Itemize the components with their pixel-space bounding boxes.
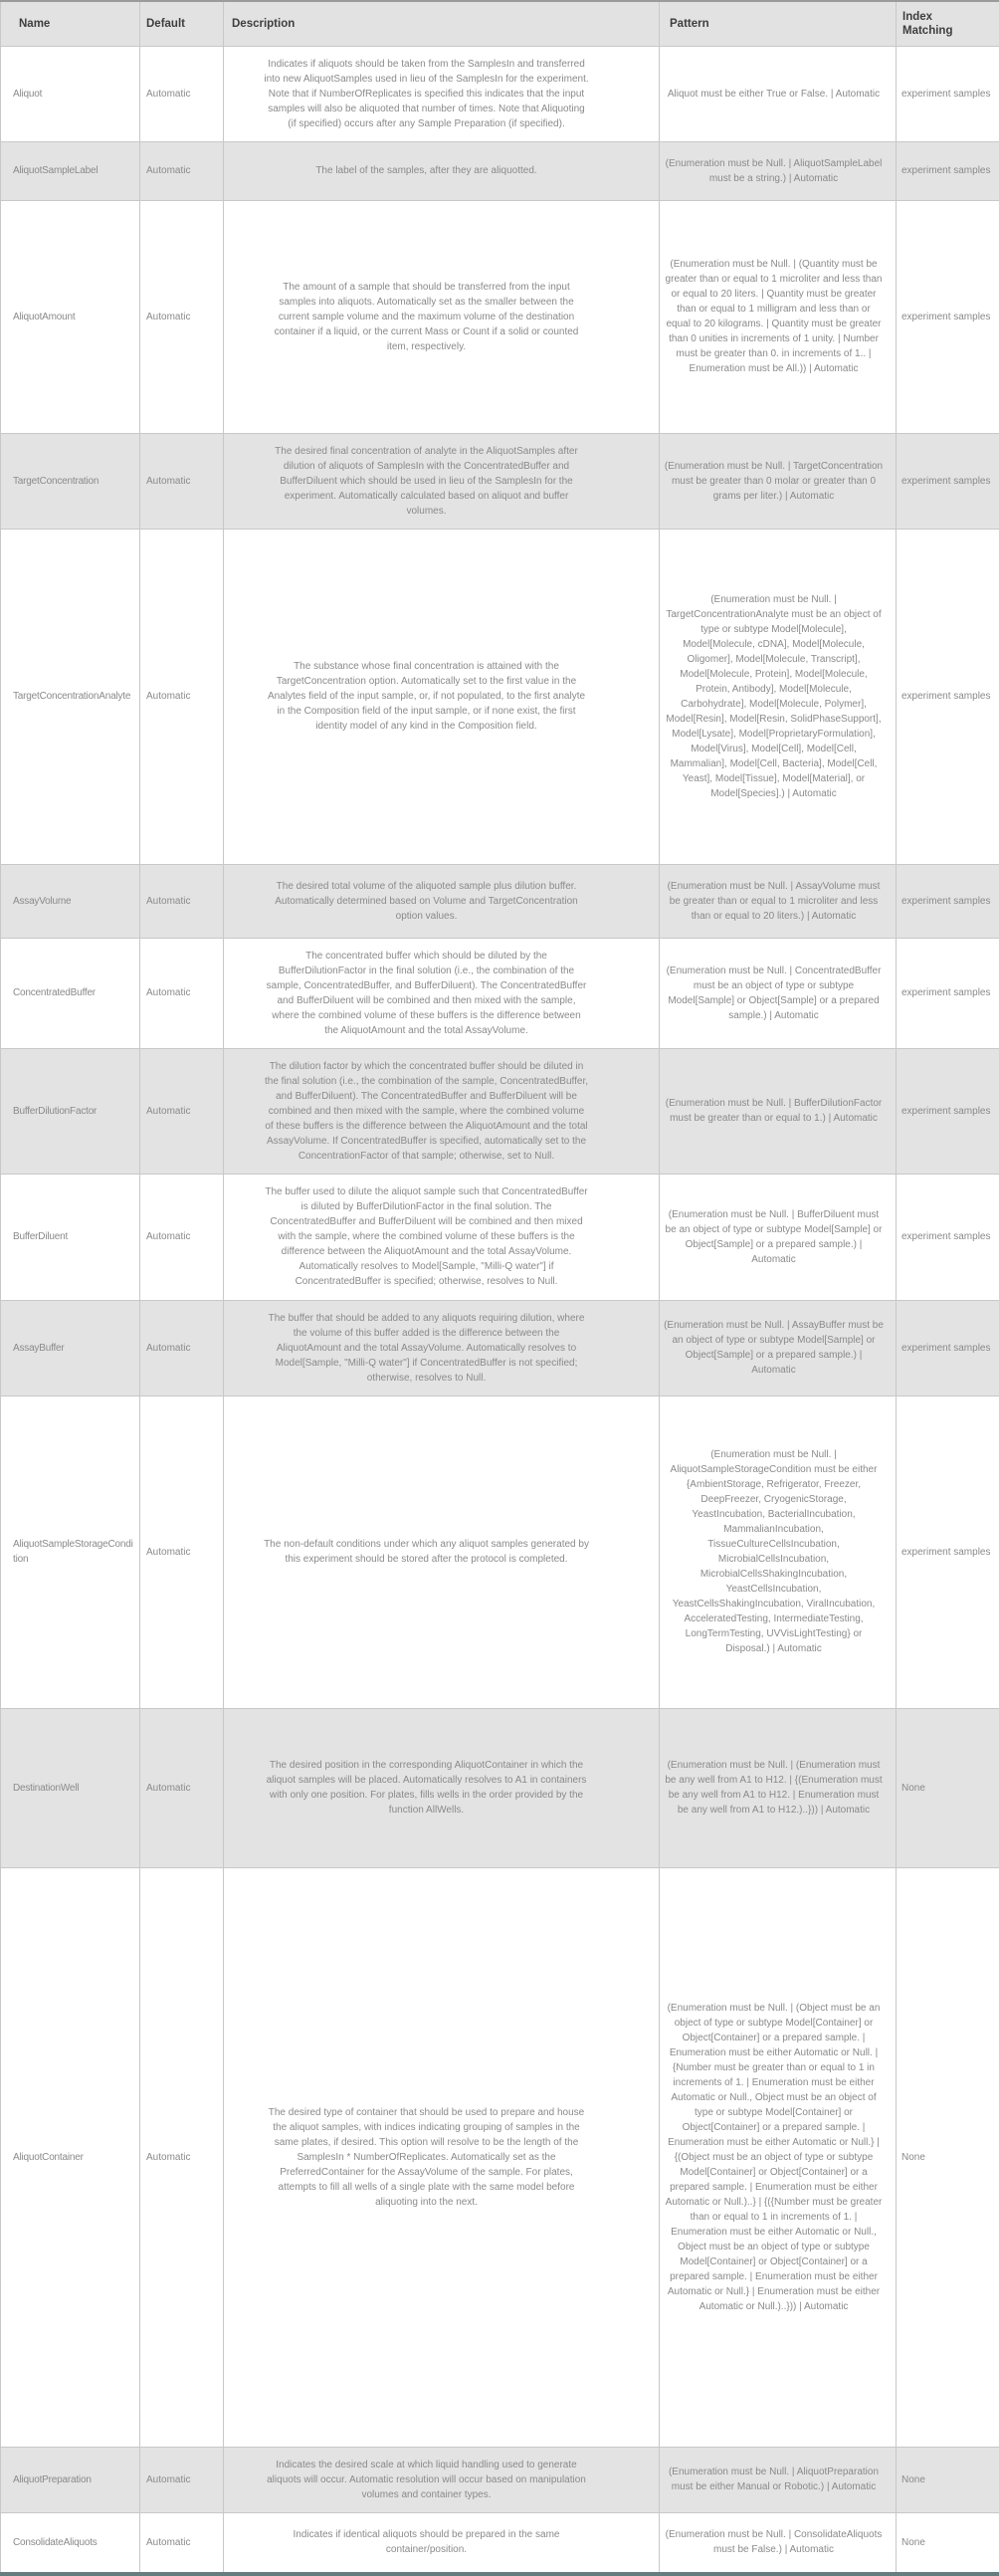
option-name: BufferDilutionFactor: [1, 1048, 140, 1174]
option-index-matching: experiment samples: [897, 200, 999, 433]
option-default: Automatic: [140, 141, 224, 200]
option-default: Automatic: [140, 529, 224, 864]
option-name: AliquotSampleLabel: [1, 141, 140, 200]
option-default: Automatic: [140, 46, 224, 141]
option-pattern: (Enumeration must be Null. | (Quantity must be greater than or equal to 1 microliter and less than or equal to 20 liters. | Quantity must be greater than or equal to 1 milligram and less than or equal to 20 kilograms. | Quantity must be greater than 0 unities in increments of 1 unity. | Number must be greater than 0. in increments of 1.. | Enumeration must be All.)) | Automatic: [660, 200, 897, 433]
table-row: [1, 1048, 999, 1174]
option-pattern: (Enumeration must be Null. | TargetConcentration must be greater than 0 molar or greater than 0 grams per liter.) | Automatic: [660, 433, 897, 529]
option-pattern: (Enumeration must be Null. | AssayBuffer must be an object of type or subtype Model[Sample] or Object[Sample] or a prepared sample.) | Automatic: [660, 1300, 897, 1395]
option-description: The buffer used to dilute the aliquot sample such that ConcentratedBuffer is diluted by BufferDilutionFactor in the final solution. The ConcentratedBuffer and BufferDiluent will be combined and then mixed with the sample, where the combined volume of these buffers is the difference between the AliquotAmount and the total AssayVolume. Automatically resolves to Model[Sample, "Milli-Q water"] if ConcentratedBuffer is specified; otherwise, resolves to Null.: [224, 1174, 660, 1300]
option-index-matching: experiment samples: [897, 433, 999, 529]
option-default: Automatic: [140, 2447, 224, 2512]
option-description: The desired type of container that should be used to prepare and house the aliquot samples, with indices indicating grouping of samples in the same plates, if desired. This option will resolve to be the length of the SamplesIn * NumberOfReplicates. Automatically set as the PreferredContainer for the AssayVolume of the sample. For plates, attempts to fill all wells of a single plate with the same model before aliquoting into the next.: [224, 1867, 660, 2447]
option-description: Indicates the desired scale at which liquid handling used to generate aliquots will occur. Automatic resolution will occur based on manipulation volumes and container types.: [224, 2447, 660, 2512]
col-header-index-matching: Index Matching: [897, 1, 999, 46]
option-default: Automatic: [140, 2512, 224, 2574]
col-header-pattern: Pattern: [660, 1, 897, 46]
option-default: Automatic: [140, 1395, 224, 1708]
option-index-matching: experiment samples: [897, 46, 999, 141]
option-default: Automatic: [140, 1174, 224, 1300]
table-row: [1, 200, 999, 433]
option-pattern: (Enumeration must be Null. | (Enumeration must be any well from A1 to H12. | {(Enumeration must be any well from A1 to H12. | Enumeration must be any well from A1 to H12.)..})) | Automatic: [660, 1708, 897, 1867]
option-description: The label of the samples, after they are aliquotted.: [224, 141, 660, 200]
option-index-matching: experiment samples: [897, 141, 999, 200]
option-name: Aliquot: [1, 46, 140, 141]
option-index-matching: None: [897, 1867, 999, 2447]
table-row: [1, 433, 999, 529]
option-name: AliquotContainer: [1, 1867, 140, 2447]
option-name: AliquotSampleStorageCondition: [1, 1395, 140, 1708]
option-name: BufferDiluent: [1, 1174, 140, 1300]
option-name: AssayVolume: [1, 864, 140, 938]
option-pattern: (Enumeration must be Null. | AssayVolume must be greater than or equal to 1 microliter and less than or equal to 20 liters.) | Automatic: [660, 864, 897, 938]
option-index-matching: experiment samples: [897, 938, 999, 1048]
table-row: [1, 864, 999, 938]
option-default: Automatic: [140, 938, 224, 1048]
option-pattern: (Enumeration must be Null. | ConsolidateAliquots must be False.) | Automatic: [660, 2512, 897, 2574]
option-pattern: Aliquot must be either True or False. | Automatic: [660, 46, 897, 141]
option-index-matching: experiment samples: [897, 1395, 999, 1708]
option-name: AliquotAmount: [1, 200, 140, 433]
option-description: The desired total volume of the aliquoted sample plus dilution buffer. Automatically determined based on Volume and TargetConcentration option values.: [224, 864, 660, 938]
table-row: [1, 2512, 999, 2574]
option-index-matching: experiment samples: [897, 1048, 999, 1174]
option-name: DestinationWell: [1, 1708, 140, 1867]
option-name: TargetConcentrationAnalyte: [1, 529, 140, 864]
option-description: The desired final concentration of analyte in the AliquotSamples after dilution of aliquots of SamplesIn with the ConcentratedBuffer and BufferDiluent which should be used in lieu of the SamplesIn for the experiment. Automatically calculated based on aliquot and buffer volumes.: [224, 433, 660, 529]
col-header-description: Description: [224, 1, 660, 46]
option-description: Indicates if aliquots should be taken from the SamplesIn and transferred into new AliquotSamples used in lieu of the SamplesIn for the experiment. Note that if NumberOfReplicates is specified this indicates that the input samples will also be aliquoted that number of times. Note that Aliquoting (if specified) occurs after any Sample Preparation (if specified).: [224, 46, 660, 141]
option-description: The dilution factor by which the concentrated buffer should be diluted in the final solution (i.e., the combination of the sample, ConcentratedBuffer, and BufferDiluent). The ConcentratedBuffer and BufferDiluent will be combined and then mixed with the sample, where the combined volume of these buffers is the difference between the AliquotAmount and the total AssayVolume. If ConcentratedBuffer is specified, automatically set to the ConcentrationFactor of that sample; otherwise, set to Null.: [224, 1048, 660, 1174]
table-row: [1, 1174, 999, 1300]
option-default: Automatic: [140, 1867, 224, 2447]
option-description: The desired position in the corresponding AliquotContainer in which the aliquot samples will be placed. Automatically resolves to A1 in containers with only one position. For plates, fills wells in the order provided by the function AllWells.: [224, 1708, 660, 1867]
option-pattern: (Enumeration must be Null. | AliquotSampleLabel must be a string.) | Automatic: [660, 141, 897, 200]
option-description: The substance whose final concentration is attained with the TargetConcentration option. Automatically set to the first value in the Analytes field of the input sample, or, if not populated, to the first analyte in the Composition field of the input sample, or if none exist, the first identity model of any kind in the Composition field.: [224, 529, 660, 864]
option-pattern: (Enumeration must be Null. | TargetConcentrationAnalyte must be an object of type or subtype Model[Molecule], Model[Molecule, cDNA], Model[Molecule, Oligomer], Model[Molecule, Transcript], Model[Molecule, Protein], Model[Molecule, Protein, Antibody], Model[Molecule, Carbohydrate], Model[Molecule, Polymer], Model[Resin], Model[Resin, SolidPhaseSupport], Model[Lysate], Model[ProprietaryFormulation], Model[Virus], Model[Cell], Model[Cell, Mammalian], Model[Cell, Bacteria], Model[Cell, Yeast], Model[Tissue], Model[Material], or Model[Species].) | Automatic: [660, 529, 897, 864]
option-default: Automatic: [140, 200, 224, 433]
option-default: Automatic: [140, 1708, 224, 1867]
option-pattern: (Enumeration must be Null. | ConcentratedBuffer must be an object of type or subtype Model[Sample] or Object[Sample] or a prepared sample.) | Automatic: [660, 938, 897, 1048]
table-row: [1, 46, 999, 141]
option-default: Automatic: [140, 1300, 224, 1395]
table-row: [1, 938, 999, 1048]
option-name: AliquotPreparation: [1, 2447, 140, 2512]
option-index-matching: experiment samples: [897, 529, 999, 864]
option-description: The amount of a sample that should be transferred from the input samples into aliquots. Automatically set as the smaller between the current sample volume and the maximum volume of the destination container if a liquid, or the current Mass or Count if a solid or counted item, respectively.: [224, 200, 660, 433]
option-description: The non-default conditions under which any aliquot samples generated by this experiment should be stored after the protocol is completed.: [224, 1395, 660, 1708]
option-description: The concentrated buffer which should be diluted by the BufferDilutionFactor in the final solution (i.e., the combination of the sample, ConcentratedBuffer, and BufferDiluent). The ConcentratedBuffer and BufferDiluent will be combined and then mixed with the sample, where the combined volume of these buffers is the difference between the AliquotAmount and the total AssayVolume.: [224, 938, 660, 1048]
header-row: [1, 1, 999, 46]
option-default: Automatic: [140, 864, 224, 938]
option-index-matching: experiment samples: [897, 1300, 999, 1395]
option-name: AssayBuffer: [1, 1300, 140, 1395]
option-index-matching: None: [897, 2512, 999, 2574]
option-default: Automatic: [140, 433, 224, 529]
table-row: [1, 1867, 999, 2447]
option-name: ConsolidateAliquots: [1, 2512, 140, 2574]
option-pattern: (Enumeration must be Null. | AliquotSampleStorageCondition must be either {AmbientStorage, Refrigerator, Freezer, DeepFreezer, CryogenicStorage, YeastIncubation, BacterialIncubation, MammalianIncubation, TissueCultureCellsIncubation, MicrobialCellsIncubation, MicrobialCellsShakingIncubation, YeastCellsIncubation, YeastCellsShakingIncubation, ViralIncubation, AcceleratedTesting, IntermediateTesting, LongTermTesting, UVVisLightTesting} or Disposal.) | Automatic: [660, 1395, 897, 1708]
table-row: [1, 1708, 999, 1867]
option-pattern: (Enumeration must be Null. | (Object must be an object of type or subtype Model[Container] or Object[Container] or a prepared sample. | Enumeration must be either Automatic or Null. | {Number must be greater than or equal to 1 in increments of 1. | Enumeration must be either Automatic or Null., Object must be an object of type or subtype Model[Container] or Object[Container] or a prepared sample. | Enumeration must be either Automatic or Null.} | {(Object must be an object of type or subtype Model[Container] or Object[Container] or a prepared sample. | Enumeration must be either Automatic or Null.)..} | {({Number must be greater than or equal to 1 in increments of 1. | Enumeration must be either Automatic or Null., Object must be an object of type or subtype Model[Container] or Object[Container] or a prepared sample. | Enumeration must be either Automatic or Null.} | Enumeration must be either Automatic or Null.)..})) | Automatic: [660, 1867, 897, 2447]
col-header-default: Default: [140, 1, 224, 46]
col-header-name: Name: [1, 1, 140, 46]
table-row: [1, 1395, 999, 1708]
table-row: [1, 2447, 999, 2512]
option-default: Automatic: [140, 1048, 224, 1174]
option-name: TargetConcentration: [1, 433, 140, 529]
option-description: The buffer that should be added to any aliquots requiring dilution, where the volume of this buffer added is the difference between the AliquotAmount and the total AssayVolume. Automatically resolves to Model[Sample, "Milli-Q water"] if ConcentratedBuffer is not specified; otherwise, resolves to Null.: [224, 1300, 660, 1395]
option-pattern: (Enumeration must be Null. | BufferDiluent must be an object of type or subtype Model[Sample] or Object[Sample] or a prepared sample.) | Automatic: [660, 1174, 897, 1300]
option-pattern: (Enumeration must be Null. | BufferDilutionFactor must be greater than or equal to 1.) | Automatic: [660, 1048, 897, 1174]
option-pattern: (Enumeration must be Null. | AliquotPreparation must be either Manual or Robotic.) | Automatic: [660, 2447, 897, 2512]
option-name: ConcentratedBuffer: [1, 938, 140, 1048]
table-row: [1, 141, 999, 200]
option-description: Indicates if identical aliquots should be prepared in the same container/position.: [224, 2512, 660, 2574]
option-index-matching: experiment samples: [897, 1174, 999, 1300]
table-row: [1, 529, 999, 864]
table-row: [1, 1300, 999, 1395]
option-index-matching: experiment samples: [897, 864, 999, 938]
option-index-matching: None: [897, 2447, 999, 2512]
option-index-matching: None: [897, 1708, 999, 1867]
